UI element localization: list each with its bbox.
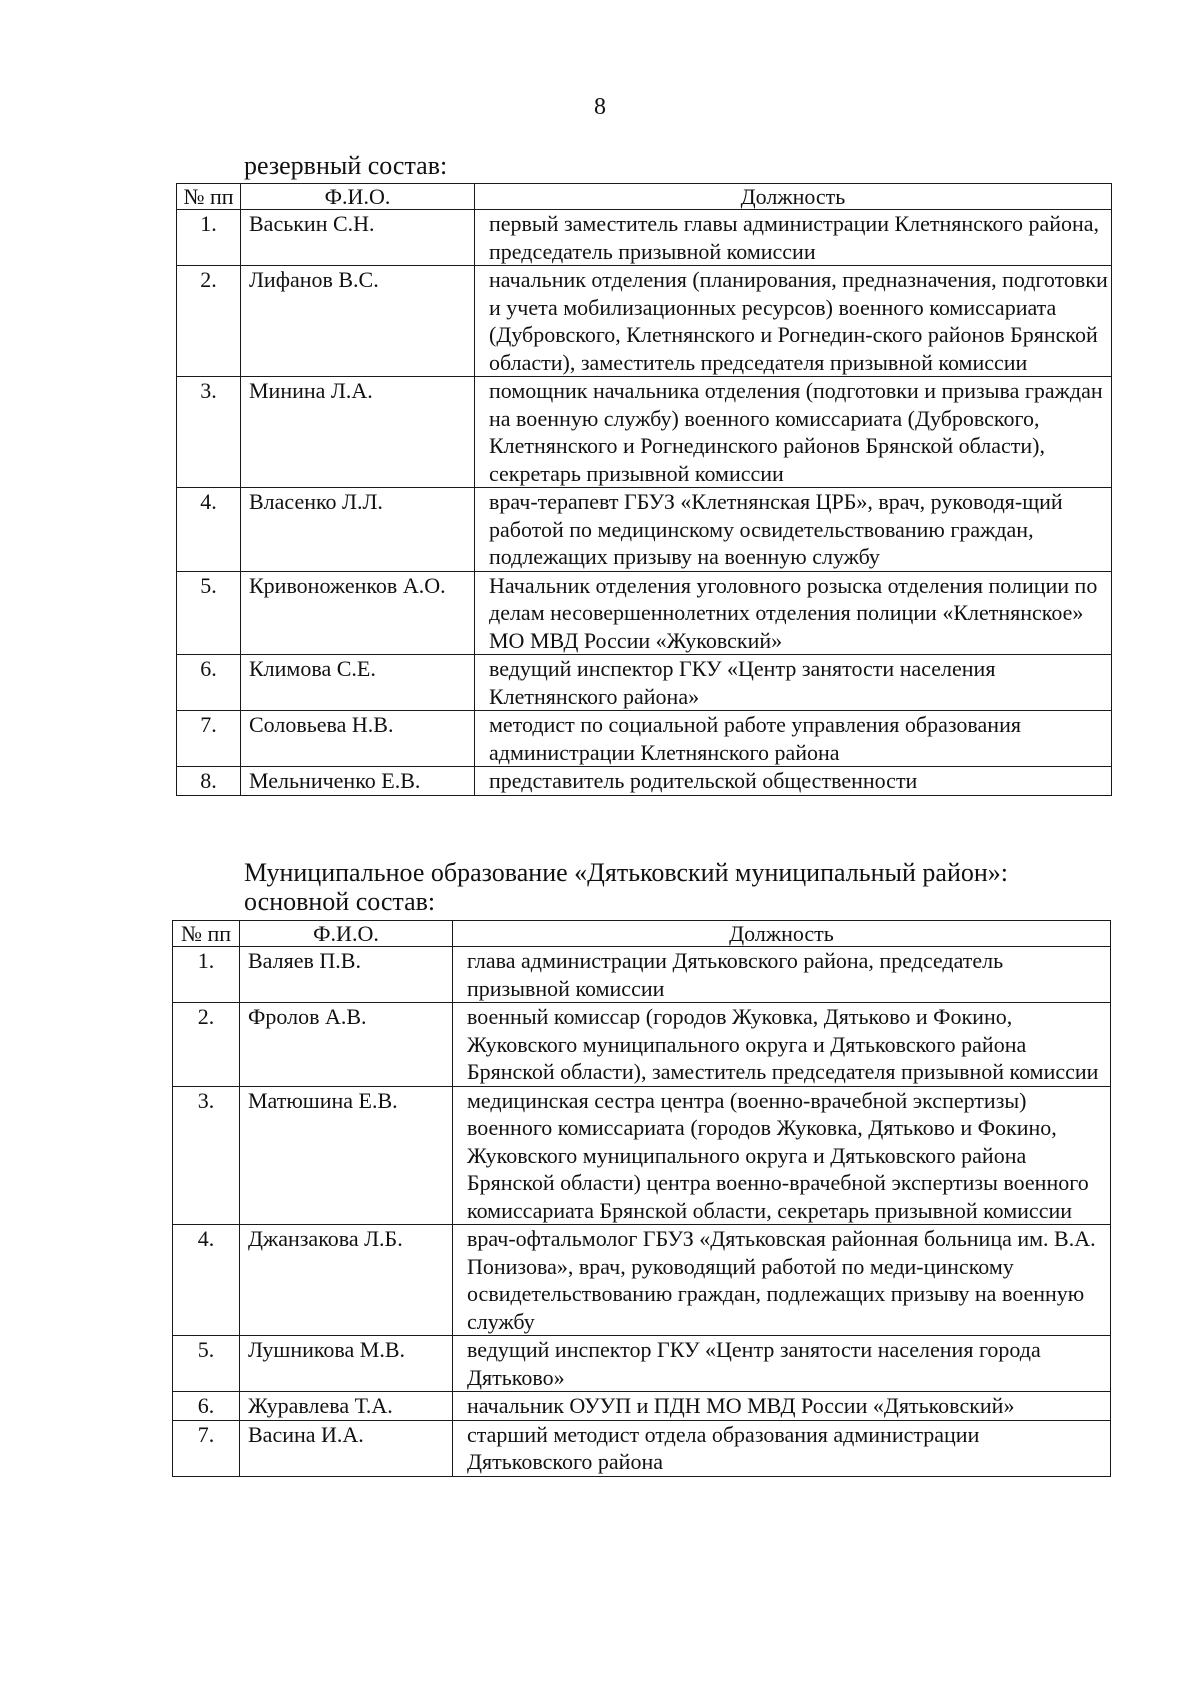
person-position: врач-офтальмолог ГБУЗ «Дятьковская районная больница им. В.А. Понизова», врач, руководящий работой по меди-цинскому освидетельствованию граждан, подлежащих призыву на военную службу — [453, 1225, 1111, 1336]
table-row — [177, 266, 1112, 377]
person-position: врач-терапевт ГБУЗ «Клетнянская ЦРБ», врач, руководя-щий работой по медицинскому освидетельствованию граждан, подлежащих призыву на военную службу — [475, 488, 1112, 572]
table-header-row — [173, 921, 1111, 947]
row-number: 4. — [173, 1225, 240, 1336]
row-number: 6. — [177, 655, 241, 711]
person-name: Власенко Л.Л. — [241, 488, 475, 572]
column-header-number: № пп — [177, 184, 241, 210]
table-row — [177, 210, 1112, 266]
row-number: 3. — [173, 1086, 240, 1225]
person-name: Лушникова М.В. — [240, 1336, 453, 1392]
row-number: 2. — [173, 1003, 240, 1087]
person-position: методист по социальной работе управления образования администрации Клетнянского района — [475, 711, 1112, 767]
person-position: первый заместитель главы администрации Клетнянского района, председатель призывной комиссии — [475, 210, 1112, 266]
person-name: Валяев П.В. — [240, 947, 453, 1003]
row-number: 4. — [177, 488, 241, 572]
row-number: 7. — [173, 1420, 240, 1476]
table-row — [177, 377, 1112, 488]
column-header-name: Ф.И.О. — [241, 184, 475, 210]
person-name: Фролов А.В. — [240, 1003, 453, 1087]
table-row — [173, 1225, 1111, 1336]
table-row — [177, 488, 1112, 572]
person-name: Лифанов В.С. — [241, 266, 475, 377]
table-row — [173, 1086, 1111, 1225]
reserve-roster-table — [176, 183, 1112, 796]
person-position: Начальник отделения уголовного розыска отделения полиции по делам несовершеннолетних отделения полиции «Клетнянское» МО МВД России «Жуковский» — [475, 571, 1112, 655]
column-header-name: Ф.И.О. — [240, 921, 453, 947]
person-position: медицинская сестра центра (военно-врачебной экспертизы) военного комиссариата (городов Жуковка, Дятьково и Фокино, Жуковского муниципального округа и Дятьковского района Брянской области) центра военно-врачебной экспертизы военного комиссариата Брянской области, секретарь призывной комиссии — [453, 1086, 1111, 1225]
person-name: Васина И.А. — [240, 1420, 453, 1476]
table-row — [173, 1003, 1111, 1087]
row-number: 1. — [177, 210, 241, 266]
table-row — [173, 1392, 1111, 1421]
row-number: 6. — [173, 1392, 240, 1421]
person-position: помощник начальника отделения (подготовки и призыва граждан на военную службу) военного комиссариата (Дубровского, Клетнянского и Рогнединского районов Брянской области), секретарь призывной комиссии — [475, 377, 1112, 488]
table-row — [177, 711, 1112, 767]
table-row — [173, 1420, 1111, 1476]
person-name: Васькин С.Н. — [241, 210, 475, 266]
section-title-dyatkovo: Муниципальное образование «Дятьковский муниципальный район»: — [244, 858, 1009, 887]
person-name: Мельниченко Е.В. — [241, 767, 475, 796]
page-number: 8 — [594, 94, 606, 120]
column-header-number: № пп — [173, 921, 240, 947]
person-name: Климова С.Е. — [241, 655, 475, 711]
person-name: Джанзакова Л.Б. — [240, 1225, 453, 1336]
person-name: Минина Л.А. — [241, 377, 475, 488]
row-number: 1. — [173, 947, 240, 1003]
row-number: 7. — [177, 711, 241, 767]
person-position: начальник ОУУП и ПДН МО МВД России «Дятьковский» — [453, 1392, 1111, 1421]
person-position: старший методист отдела образования администрации Дятьковского района — [453, 1420, 1111, 1476]
person-position: глава администрации Дятьковского района, председатель призывной комиссии — [453, 947, 1111, 1003]
person-position: военный комиссар (городов Жуковка, Дятьково и Фокино, Жуковского муниципального округа и Дятьковского района Брянской области), заместитель председателя призывной комиссии — [453, 1003, 1111, 1087]
row-number: 3. — [177, 377, 241, 488]
person-name: Матюшина Е.В. — [240, 1086, 453, 1225]
person-position: начальник отделения (планирования, предназначения, подготовки и учета мобилизационных ресурсов) военного комиссариата (Дубровского, Клетнянского и Рогнедин-ского районов Брянской области), заместитель председателя призывной комиссии — [475, 266, 1112, 377]
table-row — [177, 767, 1112, 796]
table-header-row — [177, 184, 1112, 210]
section-subtitle-main: основной состав: — [244, 887, 436, 916]
column-header-position: Должность — [453, 921, 1111, 947]
row-number: 2. — [177, 266, 241, 377]
person-position: представитель родительской общественности — [475, 767, 1112, 796]
person-position: ведущий инспектор ГКУ «Центр занятости населения города Дятьково» — [453, 1336, 1111, 1392]
person-position: ведущий инспектор ГКУ «Центр занятости населения Клетнянского района» — [475, 655, 1112, 711]
person-name: Кривоноженков А.О. — [241, 571, 475, 655]
row-number: 5. — [173, 1336, 240, 1392]
main-roster-table — [172, 920, 1111, 1477]
person-name: Журавлева Т.А. — [240, 1392, 453, 1421]
table-row — [177, 655, 1112, 711]
row-number: 8. — [177, 767, 241, 796]
section-subtitle-reserve: резервный состав: — [244, 151, 448, 180]
column-header-position: Должность — [475, 184, 1112, 210]
table-row — [173, 947, 1111, 1003]
row-number: 5. — [177, 571, 241, 655]
person-name: Соловьева Н.В. — [241, 711, 475, 767]
table-row — [173, 1336, 1111, 1392]
table-row — [177, 571, 1112, 655]
